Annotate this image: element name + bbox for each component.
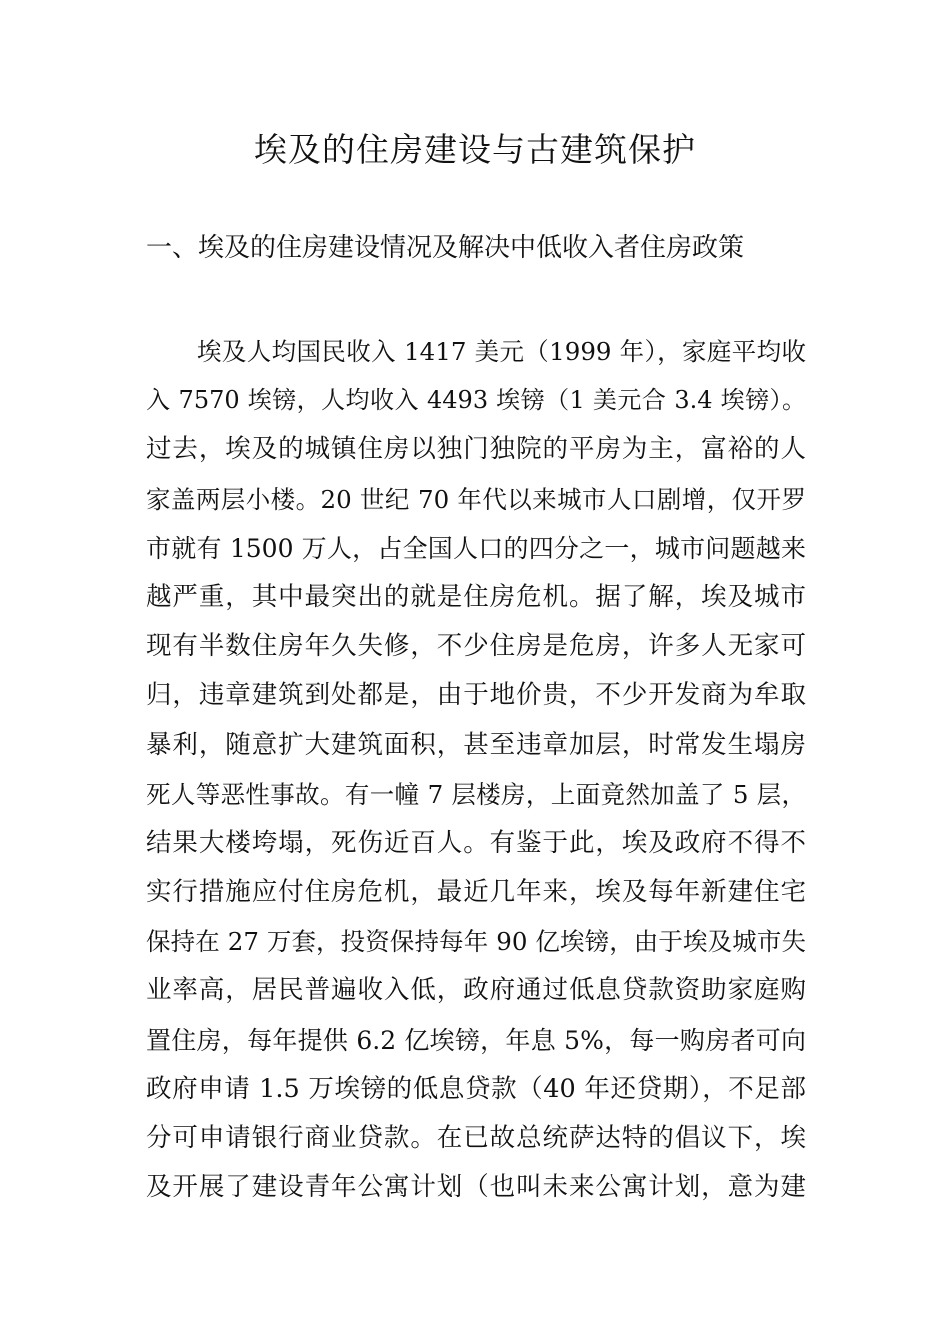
paragraph-line: 归，违章建筑到处都是，由于地价贵，不少开发商为牟取: [146, 680, 806, 711]
paragraph-line: 入 7570 埃镑，人均收入 4493 埃镑（1 美元合 3.4 埃镑）。: [146, 386, 806, 415]
paragraph-line: 市就有 1500 万人，占全国人口的四分之一，城市问题越来: [146, 533, 806, 563]
paragraph-line: 及开展了建设青年公寓计划（也叫未来公寓计划，意为建: [146, 1172, 806, 1203]
paragraph-line: 过去，埃及的城镇住房以独门独院的平房为主，富裕的人: [146, 434, 806, 465]
paragraph-line: 业率高，居民普遍收入低，政府通过低息贷款资助家庭购: [146, 975, 806, 1006]
section-heading: 一、埃及的住房建设情况及解决中低收入者住房政策: [146, 233, 745, 263]
body-paragraph: [146, 327, 806, 1212]
paragraph-line: 分可申请银行商业贷款。在已故总统萨达特的倡议下，埃: [146, 1123, 806, 1153]
paragraph-line: 实行措施应付住房危机，最近几年来，埃及每年新建住宅: [146, 877, 806, 908]
paragraph-line: 家盖两层小楼。20 世纪 70 年代以来城市人口剧增，仅开罗: [146, 484, 806, 514]
document-title: 埃及的住房建设与古建筑保护: [254, 130, 696, 169]
paragraph-line: 保持在 27 万套，投资保持每年 90 亿埃镑，由于埃及城市失: [146, 927, 806, 957]
paragraph-line: 死人等恶性事故。有一幢 7 层楼房，上面竟然加盖了 5 层，: [146, 779, 806, 809]
paragraph-line: 现有半数住房年久失修，不少住房是危房，许多人无家可: [146, 631, 806, 662]
paragraph-line: 结果大楼垮塌，死伤近百人。有鉴于此，埃及政府不得不: [146, 827, 806, 858]
paragraph-line: 政府申请 1.5 万埃镑的低息贷款（40 年还贷期），不足部: [146, 1073, 806, 1104]
paragraph-line: 越严重，其中最突出的就是住房危机。据了解，埃及城市: [146, 581, 806, 612]
paragraph-line: 暴利，随意扩大建筑面积，甚至违章加层，时常发生塌房: [146, 729, 806, 760]
paragraph-line: 埃及人均国民收入 1417 美元（1999 年），家庭平均收: [197, 337, 806, 366]
paragraph-line: 置住房，每年提供 6.2 亿埃镑，年息 5%，每一购房者可向: [146, 1025, 806, 1055]
